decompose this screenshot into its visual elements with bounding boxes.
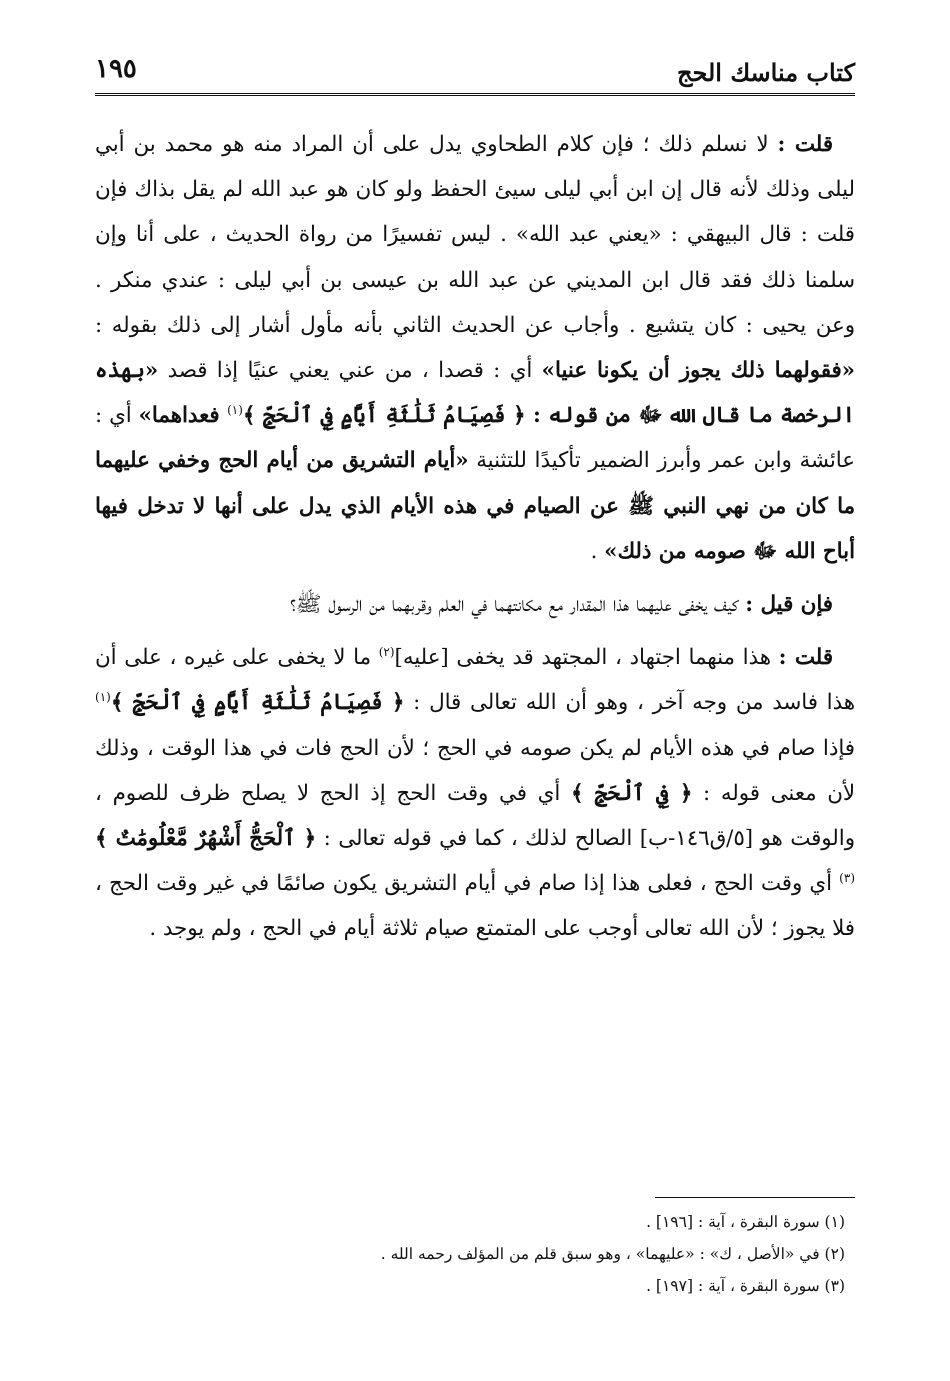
text-segment: أي وقت الحج ، فعلى هذا إذا صام في أيام التشريق يكون صائمًا في غير وقت الحج ، فلا يجوز ؛ لأن الله تعالى أوجب على المتمتع صيام ثلاثة أيام في الحج ، ولم يوجد . (95, 871, 855, 942)
text-segment: أي : عائشة وابن عمر وأبرز الضمير تأكيدًا للتثنية (95, 403, 855, 474)
footnote-ref: (٣) (839, 871, 855, 886)
bold-quote: «أيام التشريق من أيام الحج وخفي عليهما ما كان من نهي النبي ﷺ عن الصيام في هذه الأيام الذي يدل على أنها لا تدخل فيها أباح الله ﷻ صومه من ذلك» (95, 448, 855, 564)
quran-verse: ﴿ فَصِيَامُ ثَلَٰثَةِ أَيَّامٍ فِي ٱلْحَجِّ ﴾ (242, 403, 534, 429)
footnote-ref: (١) (95, 690, 111, 705)
footnotes (95, 1206, 855, 1302)
main-text (95, 122, 855, 952)
quran-verse: ﴿ ٱلْحَجُّ أَشْهُرٌ مَّعْلُومَٰتٌ ﴾ (95, 826, 317, 852)
paragraph-1 (95, 122, 855, 574)
text-segment: . (590, 538, 605, 564)
text-segment: أي في وقت الحج إذ الحج لا يصلح ظرف للصوم ، والوقت هو [٥/ق١٤٦-ب] الصالح لذلك ، كما في قوله تعالى : (95, 780, 855, 852)
text-segment: كيف يخفى عليهما هذا المقدار مع مكانتهما في العلم وقربهما من الرسول ﷺ؟ (289, 592, 746, 618)
book-title: كتاب مناسك الحج (677, 58, 855, 87)
paragraph-lead: فإن قيل : (745, 592, 833, 618)
text-segment: هذا منهما اجتهاد ، المجتهد قد يخفى [عليه] (394, 645, 779, 671)
paragraph-lead: قلت : (778, 645, 833, 671)
page-number: ١٩٥ (95, 54, 137, 84)
text-segment: أي : قصدا ، من عني يعني عنيًا إذا قصد (158, 358, 542, 384)
text-segment: لا نسلم ذلك ؛ فإن كلام الطحاوي يدل على أن المراد منه هو محمد بن أبي ليلى وذلك لأنه قال إن ابن أبي ليلى سيئ الحفظ ولو كان هو عبد الله لم يقل بذاك فإن قلت : قال البيهقي : «يعني عبد الله» . ليس تفسيرًا من رواة الحديث ، على أنا وإن سلمنا ذلك فقد قال ابن المديني عن عبد الله بن عيسى بن أبي ليلى : عندي منكر . وعن يحيى : كان يتشيع . وأجاب عن الحديث الثاني بأنه مأول أشار إلى ذلك بقوله : (95, 132, 855, 338)
paragraph-lead: قلت : (777, 132, 834, 157)
bold-quote: «فقولهما ذلك يجوز أن يكونا عنيا» (541, 358, 855, 384)
footnote-ref: (١) (227, 403, 243, 418)
bold-quote: فعداهما» (138, 403, 228, 429)
paragraph-2 (95, 582, 855, 627)
bold-quote: «بهذه الرخصة ما قال الله ﷻ من قوله : (95, 358, 856, 429)
footnote-2: (٢) في «الأصل ، ك» : «عليهما» ، وهو سبق قلم من المؤلف رحمه الله . (380, 1245, 845, 1263)
quran-verse: ﴿ فِي ٱلْحَجِّ ﴾ (570, 780, 693, 806)
footnote-ref: (٢) (378, 645, 395, 660)
header-rule (95, 93, 855, 96)
text-segment: فإذا صام في هذه الأيام لم يكن صومه في الحج ؛ لأن الحج فات في هذا الوقت ، وذلك لأن معنى قوله : (95, 735, 856, 806)
paragraph-3 (95, 635, 855, 951)
footnote-3: (٣) سورة البقرة ، آية : [١٩٧] . (646, 1277, 845, 1295)
footnote-separator (655, 1197, 855, 1198)
footnote-1: (١) سورة البقرة ، آية : [١٩٦] . (646, 1213, 845, 1231)
quran-verse: ﴿ فَصِيَامُ ثَلَٰثَةِ أَيَّامٍ فِي ٱلْحَجِّ ﴾ (110, 690, 405, 716)
page-header (95, 50, 855, 96)
text-segment: ما لا يخفى على غيره ، على أن هذا فاسد من وجه آخر ، وهو أن الله تعالى قال : (95, 645, 855, 716)
